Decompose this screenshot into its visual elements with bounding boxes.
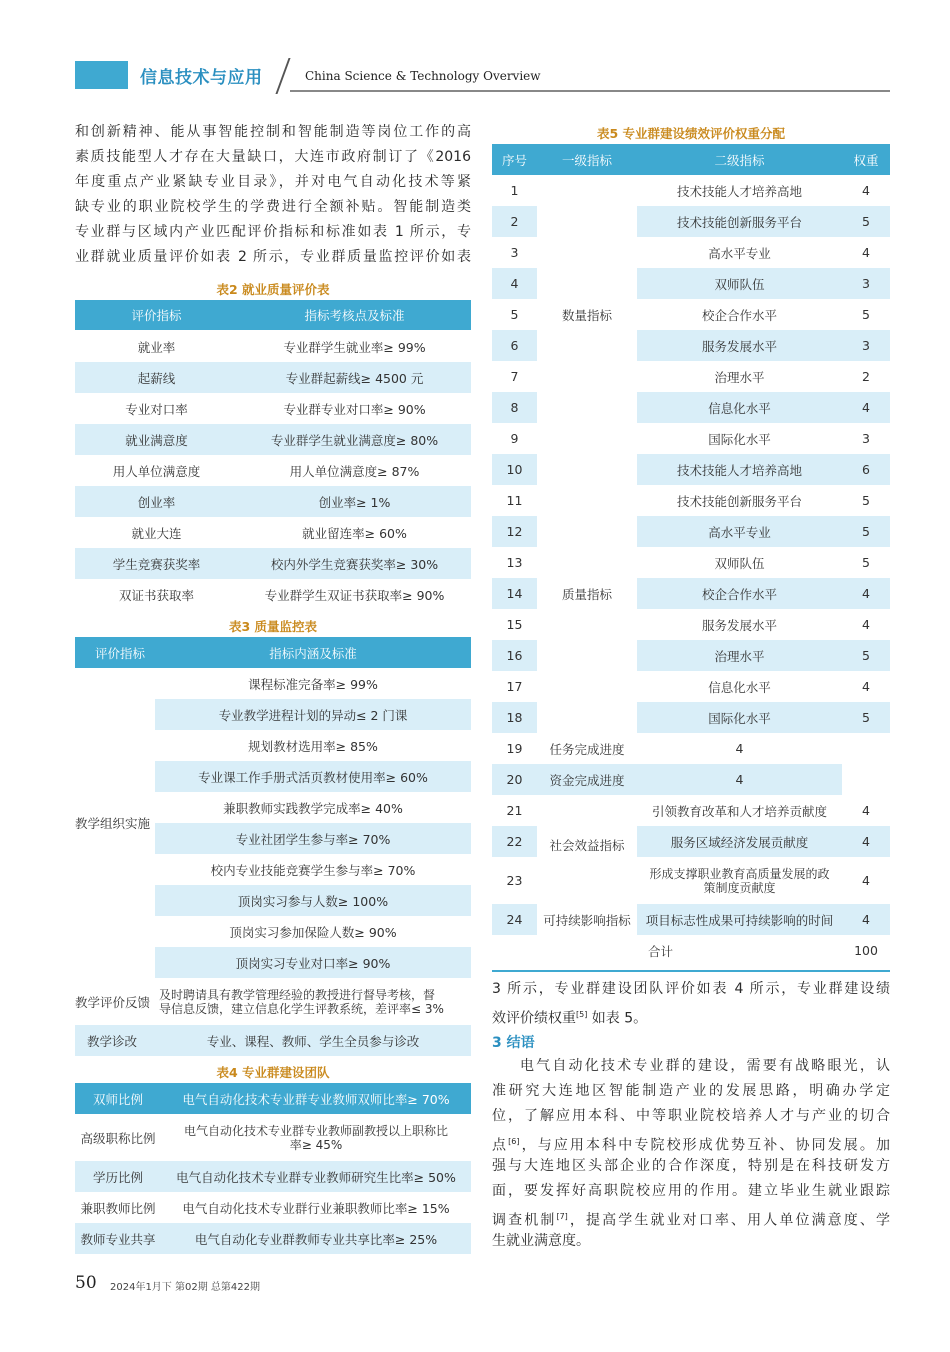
table-cell: 4 [862, 183, 870, 198]
table-cell: 服务发展水平 [701, 617, 777, 633]
table4-construction-team [75, 1083, 471, 1254]
table3-group-evaluation-feedback: 教学评价反馈 [75, 994, 151, 1010]
table-cell: 21 [506, 803, 523, 818]
citation: [7] [556, 1212, 568, 1221]
table-cell: 5 [842, 516, 890, 547]
table-cell: 专业课工作手册式活页教材使用率≥ 60% [155, 761, 471, 792]
table-cell: 5 [862, 555, 870, 570]
table-cell: 技术技能创新服务平台 [676, 493, 802, 509]
table-cell: 专业群学生就业率≥ 99% [283, 339, 426, 355]
table-cell: 技术技能人才培养高地 [637, 454, 842, 485]
right-paragraph: 3 所示，专业群建设团队评价如表 4 所示，专业群建设绩 效评价绩权重[5] 如表 5。 [492, 981, 890, 1027]
table-cell: 顶岗实习参加保险人数≥ 90% [229, 924, 397, 940]
table-cell: 4 [842, 904, 890, 935]
table-cell: 电气自动化技术专业群专业教师双师比率≥ 70% [161, 1083, 471, 1114]
table-cell: 技术技能创新服务平台 [637, 206, 842, 237]
table-cell: 服务发展水平 [637, 330, 842, 361]
table-cell: 专业群专业对口率≥ 90% [283, 401, 426, 417]
table5-header-level1: 一级指标 [537, 144, 637, 175]
header-color-block [75, 61, 128, 89]
table-cell: 1 [510, 183, 519, 198]
table-cell: 国际化水平 [708, 431, 771, 447]
table-cell: 16 [492, 640, 537, 671]
table-cell: 2 [492, 206, 537, 237]
journal-name: China Science & Technology Overview [305, 69, 541, 83]
table-cell: 电气自动化技术专业群专业教师副教授以上职称比 率≥ 45% [183, 1123, 448, 1152]
header-divider [275, 58, 290, 94]
table-cell: 12 [492, 516, 537, 547]
table-cell: 创业率 [75, 486, 238, 517]
table-cell: 兼职教师比例 [80, 1200, 156, 1216]
table-cell: 4 [862, 245, 870, 260]
table-cell: 3 [842, 268, 890, 299]
table-cell: 就业满意度 [75, 424, 238, 455]
table2-caption: 表2 就业质量评价表 [216, 282, 330, 297]
table-cell: 双证书获取率 [118, 587, 194, 603]
table-cell: 17 [506, 679, 523, 694]
table-cell: 双师队伍 [637, 268, 842, 299]
table-cell: 顶岗实习专业对口率≥ 90% [155, 947, 471, 978]
table5-level1-quantity: 数量指标 [561, 307, 612, 323]
citation: [5] [576, 1010, 588, 1019]
table-cell: 4 [735, 741, 744, 756]
issue-info: 2024年1月下 第02期 总第422期 [110, 1282, 260, 1293]
table-cell: 13 [506, 555, 523, 570]
table-cell: 校企合作水平 [637, 578, 842, 609]
table-cell: 5 [862, 307, 870, 322]
section-heading: 3 结语 [492, 1035, 535, 1051]
table-cell: 23 [506, 873, 523, 888]
table-cell: 24 [492, 904, 537, 935]
table-cell: 3 [510, 245, 519, 260]
table-cell: 双师比例 [75, 1083, 161, 1114]
page-number: 50 [75, 1273, 97, 1293]
table-cell: 4 [637, 764, 842, 795]
table-cell: 用人单位满意度 [112, 463, 201, 479]
table-cell: 11 [506, 493, 523, 508]
table-cell: 4 [862, 873, 870, 888]
table-cell: 专业对口率 [125, 401, 188, 417]
table-cell: 课程标准完备率≥ 99% [248, 676, 378, 692]
header-rule [290, 90, 890, 92]
table-cell: 学生竞赛获奖率 [75, 548, 238, 579]
table5-header-weight: 权重 [842, 144, 890, 175]
table-cell: 资金完成进度 [537, 764, 637, 795]
table-cell: 19 [506, 741, 523, 756]
table3-quality-monitoring [75, 637, 471, 1056]
table-cell: 4 [862, 679, 870, 694]
left-paragraph: 和创新精神、能从事智能控制和智能制造等岗位工作的高 素质技能型人才存在大量缺口，大连市政府制订了《2016 年度重点产业紧缺专业目录》，并对电气自动化技术等紧 缺专业的职业院校学生的学费进行全额补贴。智能制造类 专业群与区域内产业匹配评价指标和标准如表 1 所示，专 业群就业质量评价如表 2 所示，专业群质量监控评价如表 [75, 124, 471, 265]
table3-caption: 表3 质量监控表 [228, 619, 318, 634]
table-cell: 教师专业共享 [75, 1223, 161, 1254]
table-cell: 专业教学进程计划的异动≤ 2 门课 [155, 699, 471, 730]
table-cell: 顶岗实习参与人数≥ 100% [155, 885, 471, 916]
table2-header-indicator: 评价指标 [75, 300, 238, 331]
table-cell: 电气自动化技术专业群行业兼职教师比率≥ 15% [182, 1200, 450, 1216]
table5-total-label: 合计 [647, 943, 673, 959]
table-cell: 电气自动化技术专业群专业教师研究生比率≥ 50% [161, 1161, 471, 1192]
table-cell: 专业群学生就业满意度≥ 80% [238, 424, 471, 455]
table2-header-standard: 指标考核点及标准 [238, 300, 471, 331]
table-cell: 4 [492, 268, 537, 299]
citation: [6] [508, 1137, 520, 1146]
table-cell: 创业率≥ 1% [238, 486, 471, 517]
conclusion-paragraph: 电气自动化技术专业群的建设，需要有战略眼光，认 准研究大连地区智能制造产业的发展思路，明确办学定 位，了解应用本科、中等职业院校培养人才与产业的切合 点[6]，与应用本科中专院校形成优势互补、协同发展。加 强与大连地区头部企业的合作深度，特别是在科技研发方 面，要发挥好高职院校应用的作用。建立毕业生就业跟踪 调查机制[7]，提高学生就业对口率、用人单位满意度、学 生就业满意度。 [492, 1058, 891, 1249]
table-cell: 校企合作水平 [701, 307, 777, 323]
table-cell: 兼职教师实践教学完成率≥ 40% [223, 800, 403, 816]
table5-level1-sustainable: 可持续影响指标 [543, 912, 631, 928]
table-cell: 规划教材选用率≥ 85% [248, 738, 378, 754]
table2-employment-quality [75, 300, 471, 610]
table-cell: 15 [506, 617, 523, 632]
table-cell: 技术技能人才培养高地 [676, 183, 802, 199]
table-cell: 就业大连 [131, 525, 182, 541]
table-cell: 信息化水平 [637, 392, 842, 423]
table-cell: 高水平专业 [708, 245, 771, 261]
table3-group-diagnosis: 教学诊改 [75, 1025, 155, 1056]
table-cell: 服务区域经济发展贡献度 [637, 826, 842, 857]
table-cell: 项目标志性成果可持续影响的时间 [637, 904, 842, 935]
table-cell: 专业、课程、教师、学生全员参与诊改 [155, 1025, 471, 1056]
table-cell: 4 [842, 392, 890, 423]
journal-section-title: 信息技术与应用 [140, 68, 263, 88]
table-cell [492, 935, 537, 966]
table-cell: 治理水平 [637, 640, 842, 671]
table-cell: 22 [492, 826, 537, 857]
table-cell: 20 [492, 764, 537, 795]
table-cell: 4 [862, 803, 870, 818]
table-cell: 18 [492, 702, 537, 733]
table-cell: 5 [510, 307, 519, 322]
table-cell: 专业群起薪线≥ 4500 元 [238, 362, 471, 393]
table-cell: 3 [862, 431, 870, 446]
table-cell: 治理水平 [714, 369, 765, 385]
table5-header-no: 序号 [492, 144, 537, 175]
table-cell: 信息化水平 [708, 679, 771, 695]
table3-header-standard: 指标内涵及标准 [155, 637, 471, 668]
table3-group-teaching-implementation: 教学组织实施 [75, 816, 151, 831]
table-cell: 专业社团学生参与率≥ 70% [155, 823, 471, 854]
table-cell: 就业率 [137, 339, 176, 355]
table-cell: 高级职称比例 [80, 1130, 156, 1146]
table4-caption: 表4 专业群建设团队 [216, 1065, 330, 1080]
table5-bottom-rule [492, 970, 890, 972]
table3-header-indicator: 评价指标 [75, 637, 155, 668]
table-cell: 国际化水平 [637, 702, 842, 733]
table-cell: 4 [842, 826, 890, 857]
table-cell [537, 795, 637, 826]
table-cell: 5 [842, 640, 890, 671]
table-cell: 形成支撑职业教育高质量发展的政 策制度贡献度 [649, 866, 830, 895]
table-cell: 5 [842, 206, 890, 237]
table-cell: 引领教育改革和人才培养贡献度 [651, 803, 827, 819]
table-cell: 5 [842, 702, 890, 733]
table-cell: 7 [510, 369, 519, 384]
table-cell: 用人单位满意度≥ 87% [289, 463, 420, 479]
table-cell: 8 [492, 392, 537, 423]
table-cell: 4 [862, 617, 870, 632]
table-cell: 校内外学生竞赛获奖率≥ 30% [238, 548, 471, 579]
table-cell: 就业留连率≥ 60% [302, 525, 407, 541]
table-cell: 双师队伍 [714, 555, 765, 571]
table-cell: 起薪线 [75, 362, 238, 393]
table-cell: 9 [510, 431, 519, 446]
table-cell: 6 [492, 330, 537, 361]
table5-total-value: 100 [854, 943, 878, 958]
table-cell: 2 [862, 369, 870, 384]
table-cell: 电气自动化专业群教师专业共享比率≥ 25% [161, 1223, 471, 1254]
table5-performance-weights [492, 144, 890, 966]
table-cell: 学历比例 [75, 1161, 161, 1192]
table-cell: 10 [492, 454, 537, 485]
table-cell: 及时聘请具有教学管理经验的教授进行督导考核，督 导信息反馈，建立信息化学生评教系统，差评率≤ 3% [159, 987, 444, 1016]
table-cell: 4 [842, 578, 890, 609]
table-cell: 任务完成进度 [549, 741, 625, 757]
table-cell: 5 [862, 493, 870, 508]
table-cell: 14 [492, 578, 537, 609]
table-cell: 专业群学生双证书获取率≥ 90% [264, 587, 445, 603]
table5-header-level2: 二级指标 [637, 144, 842, 175]
table-cell: 3 [842, 330, 890, 361]
table-cell: 校内专业技能竞赛学生参与率≥ 70% [210, 862, 416, 878]
table-cell: 6 [842, 454, 890, 485]
table5-level1-social: 社会效益指标 [549, 838, 625, 853]
table5-level1-quality: 质量指标 [561, 586, 612, 602]
table5-caption: 表5 专业群建设绩效评价权重分配 [596, 126, 786, 141]
table-cell: 高水平专业 [637, 516, 842, 547]
